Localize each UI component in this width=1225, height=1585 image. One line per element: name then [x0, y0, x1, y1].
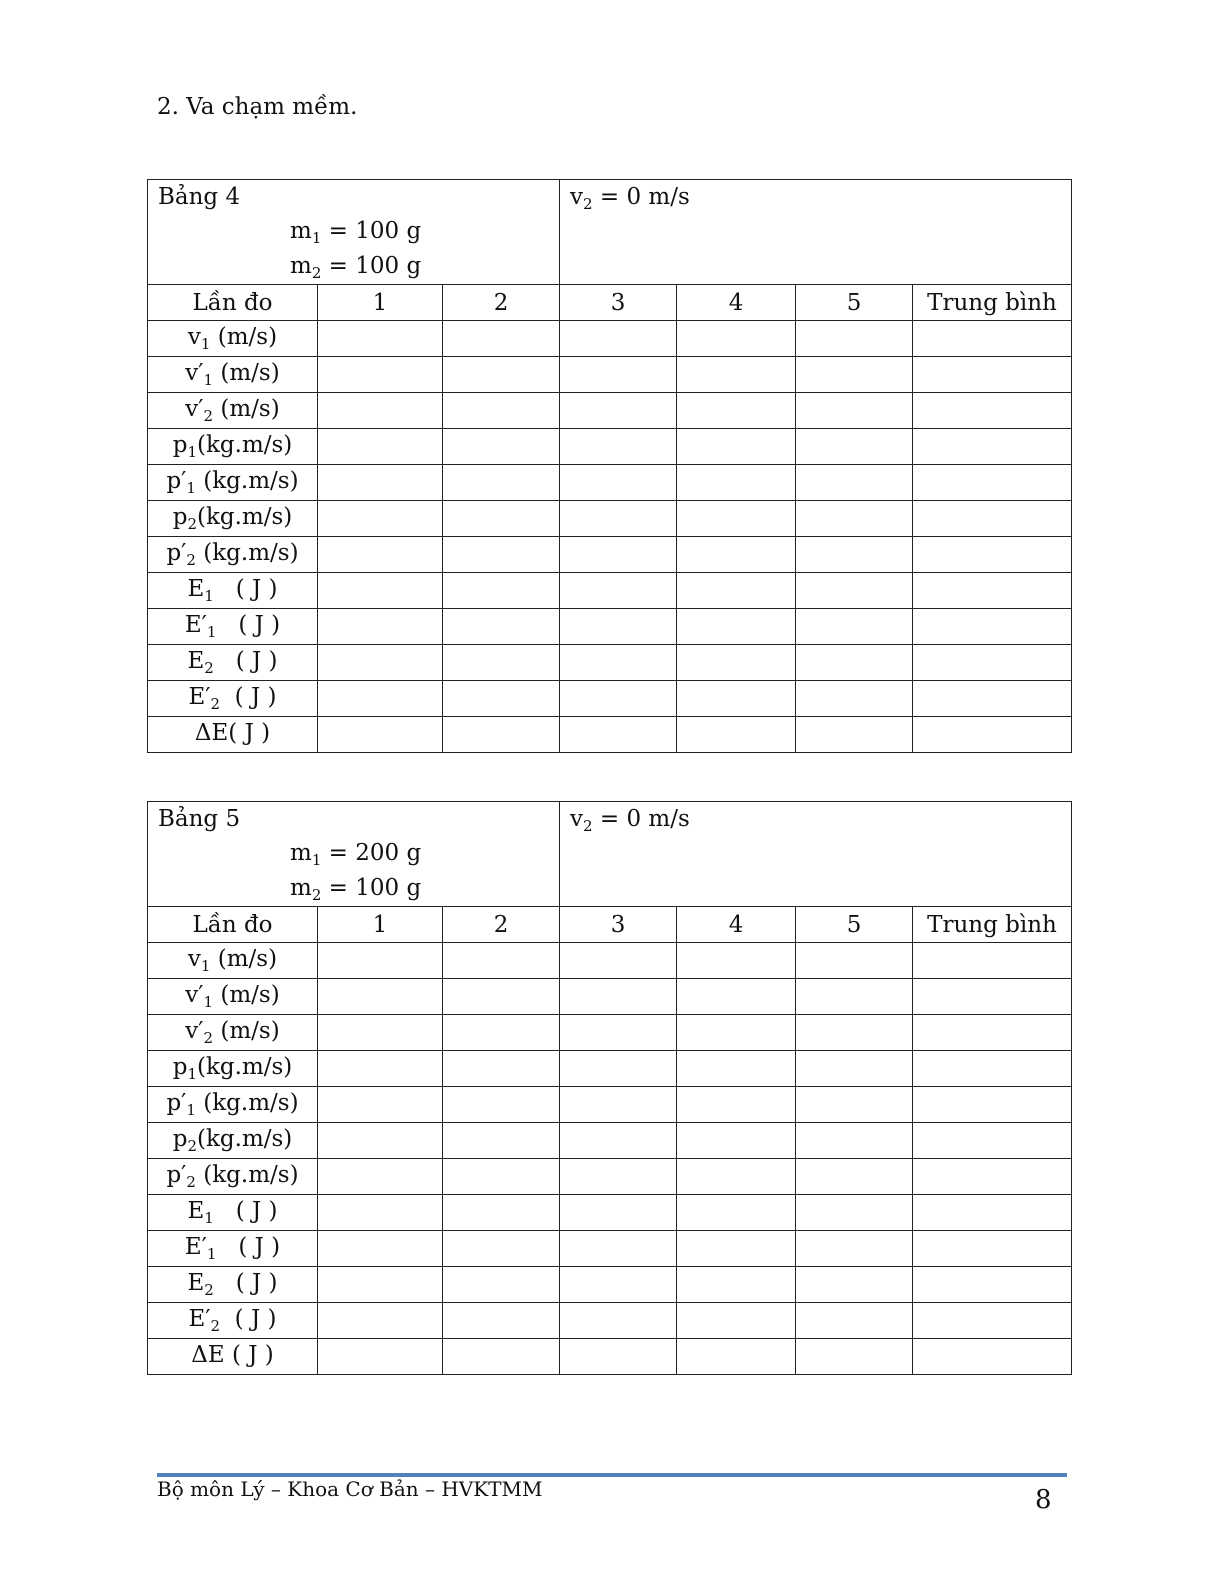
value-cell[interactable]: [318, 1159, 443, 1195]
value-cell[interactable]: [796, 573, 913, 609]
table-row: [148, 465, 1072, 501]
row-label: $p'_1$ (kg.m/s): [148, 465, 318, 501]
value-cell[interactable]: [443, 465, 560, 501]
table-header-masses: [148, 180, 560, 285]
value-cell[interactable]: [560, 645, 677, 681]
value-cell[interactable]: [318, 681, 443, 717]
value-cell[interactable]: [443, 1051, 560, 1087]
value-cell[interactable]: [560, 1159, 677, 1195]
table-row: [148, 429, 1072, 465]
value-cell[interactable]: [560, 393, 677, 429]
mass-1-label: $m_1 = 200$ g: [290, 840, 422, 869]
value-cell[interactable]: [443, 1123, 560, 1159]
value-cell[interactable]: [677, 429, 796, 465]
value-cell[interactable]: [318, 1231, 443, 1267]
value-cell[interactable]: [443, 1231, 560, 1267]
value-cell[interactable]: [913, 1051, 1072, 1087]
value-cell[interactable]: [318, 357, 443, 393]
value-cell[interactable]: [318, 609, 443, 645]
table-row: [148, 943, 1072, 979]
value-cell[interactable]: [677, 501, 796, 537]
column-header: 4: [677, 285, 796, 321]
value-cell[interactable]: [677, 1195, 796, 1231]
table-row: [148, 537, 1072, 573]
value-cell[interactable]: [318, 943, 443, 979]
value-cell[interactable]: [796, 357, 913, 393]
value-cell[interactable]: [796, 1195, 913, 1231]
value-cell[interactable]: [913, 1339, 1072, 1375]
value-cell[interactable]: [318, 537, 443, 573]
value-cell[interactable]: [443, 1303, 560, 1339]
table-row: [148, 1015, 1072, 1051]
value-cell[interactable]: [677, 1051, 796, 1087]
row-label: $E_2$ ( J ): [148, 1267, 318, 1303]
value-cell[interactable]: [677, 1267, 796, 1303]
footer-text: Bộ môn Lý – Khoa Cơ Bản – HVKTMM: [157, 1477, 543, 1501]
section-heading: 2. Va chạm mềm.: [157, 94, 358, 120]
value-cell[interactable]: [796, 321, 913, 357]
value-cell[interactable]: [443, 573, 560, 609]
value-cell[interactable]: [913, 465, 1072, 501]
value-cell[interactable]: [913, 537, 1072, 573]
value-cell[interactable]: [443, 717, 560, 753]
value-cell[interactable]: [318, 1303, 443, 1339]
column-header-row: [148, 285, 1072, 321]
mass-1-label: $m_1 = 100$ g: [290, 218, 422, 247]
row-label: $p_2(kg.m/s)$: [148, 501, 318, 537]
value-cell[interactable]: [443, 393, 560, 429]
row-label: $E'_2$ ( J ): [148, 681, 318, 717]
value-cell[interactable]: [796, 717, 913, 753]
value-cell[interactable]: [913, 645, 1072, 681]
value-cell[interactable]: [318, 321, 443, 357]
value-cell[interactable]: [677, 465, 796, 501]
value-cell[interactable]: [913, 1123, 1072, 1159]
value-cell[interactable]: [677, 1159, 796, 1195]
table-row: [148, 1267, 1072, 1303]
value-cell[interactable]: [560, 573, 677, 609]
row-label: $p'_1$ (kg.m/s): [148, 1087, 318, 1123]
value-cell[interactable]: [560, 717, 677, 753]
value-cell[interactable]: [677, 979, 796, 1015]
value-cell[interactable]: [443, 321, 560, 357]
column-header: Lần đo: [148, 907, 318, 943]
value-cell[interactable]: [677, 1015, 796, 1051]
row-label: $E_1$ ( J ): [148, 573, 318, 609]
value-cell[interactable]: [796, 979, 913, 1015]
value-cell[interactable]: [318, 1015, 443, 1051]
table-row: [148, 979, 1072, 1015]
value-cell[interactable]: [677, 321, 796, 357]
value-cell[interactable]: [560, 357, 677, 393]
value-cell[interactable]: [318, 393, 443, 429]
table-row: [148, 1195, 1072, 1231]
value-cell[interactable]: [560, 1195, 677, 1231]
column-header: 5: [796, 907, 913, 943]
value-cell[interactable]: [913, 1303, 1072, 1339]
column-header: 2: [443, 285, 560, 321]
column-header: 1: [318, 907, 443, 943]
mass-2-label: $m_2 = 100$ g: [290, 253, 422, 282]
row-label: $p'_2$ (kg.m/s): [148, 537, 318, 573]
value-cell[interactable]: [796, 1015, 913, 1051]
table-row: [148, 645, 1072, 681]
value-cell[interactable]: [677, 609, 796, 645]
value-cell[interactable]: [318, 645, 443, 681]
table-row: [148, 573, 1072, 609]
value-cell[interactable]: [318, 979, 443, 1015]
value-cell[interactable]: [796, 645, 913, 681]
value-cell[interactable]: [443, 1159, 560, 1195]
value-cell[interactable]: [796, 393, 913, 429]
value-cell[interactable]: [796, 1339, 913, 1375]
column-header: 5: [796, 285, 913, 321]
column-header: 3: [560, 907, 677, 943]
value-cell[interactable]: [318, 1051, 443, 1087]
value-cell[interactable]: [318, 1123, 443, 1159]
table-row: [148, 681, 1072, 717]
table-title: Bảng 4: [158, 184, 241, 210]
value-cell[interactable]: [913, 1231, 1072, 1267]
table-row: [148, 1087, 1072, 1123]
table-row: [148, 1303, 1072, 1339]
row-label: $v'_2$ (m/s): [148, 393, 318, 429]
value-cell[interactable]: [560, 501, 677, 537]
value-cell[interactable]: [913, 357, 1072, 393]
value-cell[interactable]: [443, 357, 560, 393]
value-cell[interactable]: [913, 1159, 1072, 1195]
value-cell[interactable]: [796, 1087, 913, 1123]
value-cell[interactable]: [796, 465, 913, 501]
table-row: [148, 1231, 1072, 1267]
value-cell[interactable]: [560, 1339, 677, 1375]
row-label: $E_1$ ( J ): [148, 1195, 318, 1231]
column-header: Trung bình: [913, 907, 1072, 943]
table-row: [148, 357, 1072, 393]
value-cell[interactable]: [913, 681, 1072, 717]
measurement-table-5: [147, 801, 1072, 1375]
value-cell[interactable]: [677, 1339, 796, 1375]
value-cell[interactable]: [560, 321, 677, 357]
value-cell[interactable]: [913, 573, 1072, 609]
value-cell[interactable]: [913, 321, 1072, 357]
value-cell[interactable]: [318, 1087, 443, 1123]
table-row: [148, 717, 1072, 753]
value-cell[interactable]: [560, 1051, 677, 1087]
mass-2-label: $m_2 = 100$ g: [290, 875, 422, 904]
value-cell[interactable]: [913, 979, 1072, 1015]
value-cell[interactable]: [560, 1267, 677, 1303]
column-header: 4: [677, 907, 796, 943]
table-row: [148, 1123, 1072, 1159]
value-cell[interactable]: [318, 1339, 443, 1375]
value-cell[interactable]: [913, 1087, 1072, 1123]
row-label: $E'_1$ ( J ): [148, 1231, 318, 1267]
table-row: [148, 501, 1072, 537]
row-label: $E'_2$ ( J ): [148, 1303, 318, 1339]
table-row: [148, 1159, 1072, 1195]
value-cell[interactable]: [560, 943, 677, 979]
value-cell[interactable]: [560, 1015, 677, 1051]
value-cell[interactable]: [796, 681, 913, 717]
value-cell[interactable]: [318, 429, 443, 465]
value-cell[interactable]: [318, 501, 443, 537]
value-cell[interactable]: [443, 979, 560, 1015]
row-label: ΔE( J ): [148, 717, 318, 753]
value-cell[interactable]: [677, 717, 796, 753]
value-cell[interactable]: [677, 537, 796, 573]
value-cell[interactable]: [796, 1303, 913, 1339]
value-cell[interactable]: [318, 1195, 443, 1231]
value-cell[interactable]: [443, 1015, 560, 1051]
value-cell[interactable]: [913, 429, 1072, 465]
velocity-2-cell: $v_2 = 0$ m/s: [560, 180, 1072, 285]
column-header-row: [148, 907, 1072, 943]
value-cell[interactable]: [677, 573, 796, 609]
column-header: 3: [560, 285, 677, 321]
value-cell[interactable]: [318, 573, 443, 609]
value-cell[interactable]: [913, 501, 1072, 537]
value-cell[interactable]: [443, 1267, 560, 1303]
row-label: $p_1(kg.m/s)$: [148, 429, 318, 465]
value-cell[interactable]: [560, 1303, 677, 1339]
value-cell[interactable]: [443, 429, 560, 465]
table-row: [148, 1051, 1072, 1087]
value-cell[interactable]: [443, 645, 560, 681]
velocity-2-cell: $v_2 = 0$ m/s: [560, 802, 1072, 907]
value-cell[interactable]: [443, 943, 560, 979]
value-cell[interactable]: [560, 681, 677, 717]
value-cell[interactable]: [318, 465, 443, 501]
row-label: $p_2(kg.m/s)$: [148, 1123, 318, 1159]
table-header-masses: [148, 802, 560, 907]
value-cell[interactable]: [560, 1123, 677, 1159]
table-body: [148, 943, 1072, 1375]
value-cell[interactable]: [677, 645, 796, 681]
value-cell[interactable]: [796, 943, 913, 979]
value-cell[interactable]: [796, 429, 913, 465]
value-cell[interactable]: [796, 1159, 913, 1195]
row-label: $v'_1$ (m/s): [148, 979, 318, 1015]
value-cell[interactable]: [443, 537, 560, 573]
page-number: 8: [1035, 1485, 1052, 1515]
value-cell[interactable]: [677, 1303, 796, 1339]
value-cell[interactable]: [318, 717, 443, 753]
row-label: $v_1$ (m/s): [148, 321, 318, 357]
value-cell[interactable]: [443, 1087, 560, 1123]
value-cell[interactable]: [913, 1015, 1072, 1051]
row-label: $E_2$ ( J ): [148, 645, 318, 681]
value-cell[interactable]: [560, 537, 677, 573]
value-cell[interactable]: [913, 393, 1072, 429]
value-cell[interactable]: [677, 393, 796, 429]
value-cell[interactable]: [677, 681, 796, 717]
row-label: $E'_1$ ( J ): [148, 609, 318, 645]
value-cell[interactable]: [677, 1087, 796, 1123]
value-cell[interactable]: [443, 1195, 560, 1231]
table-row: [148, 1339, 1072, 1375]
value-cell[interactable]: [677, 1123, 796, 1159]
table-row: [148, 393, 1072, 429]
value-cell[interactable]: [796, 501, 913, 537]
value-cell[interactable]: [318, 1267, 443, 1303]
row-label: $p'_2$ (kg.m/s): [148, 1159, 318, 1195]
value-cell[interactable]: [443, 681, 560, 717]
value-cell[interactable]: [796, 1231, 913, 1267]
value-cell[interactable]: [560, 609, 677, 645]
value-cell[interactable]: [560, 979, 677, 1015]
row-label: $v'_1$ (m/s): [148, 357, 318, 393]
value-cell[interactable]: [913, 609, 1072, 645]
column-header: 1: [318, 285, 443, 321]
value-cell[interactable]: [796, 1123, 913, 1159]
row-label: $v_1$ (m/s): [148, 943, 318, 979]
value-cell[interactable]: [913, 1195, 1072, 1231]
value-cell[interactable]: [796, 537, 913, 573]
value-cell[interactable]: [913, 717, 1072, 753]
column-header: 2: [443, 907, 560, 943]
table-body: [148, 321, 1072, 753]
row-label: $v'_2$ (m/s): [148, 1015, 318, 1051]
value-cell[interactable]: [560, 429, 677, 465]
value-cell[interactable]: [913, 943, 1072, 979]
table-row: [148, 321, 1072, 357]
value-cell[interactable]: [443, 609, 560, 645]
value-cell[interactable]: [677, 943, 796, 979]
value-cell[interactable]: [560, 465, 677, 501]
value-cell[interactable]: [796, 609, 913, 645]
value-cell[interactable]: [913, 1267, 1072, 1303]
table-row: [148, 609, 1072, 645]
row-label: $p_1(kg.m/s)$: [148, 1051, 318, 1087]
row-label: ΔE ( J ): [148, 1339, 318, 1375]
measurement-table-4: [147, 179, 1072, 753]
value-cell[interactable]: [677, 357, 796, 393]
value-cell[interactable]: [677, 1231, 796, 1267]
value-cell[interactable]: [560, 1231, 677, 1267]
value-cell[interactable]: [796, 1267, 913, 1303]
column-header: Trung bình: [913, 285, 1072, 321]
value-cell[interactable]: [443, 501, 560, 537]
column-header: Lần đo: [148, 285, 318, 321]
table-title: Bảng 5: [158, 806, 241, 832]
value-cell[interactable]: [560, 1087, 677, 1123]
value-cell[interactable]: [796, 1051, 913, 1087]
value-cell[interactable]: [443, 1339, 560, 1375]
